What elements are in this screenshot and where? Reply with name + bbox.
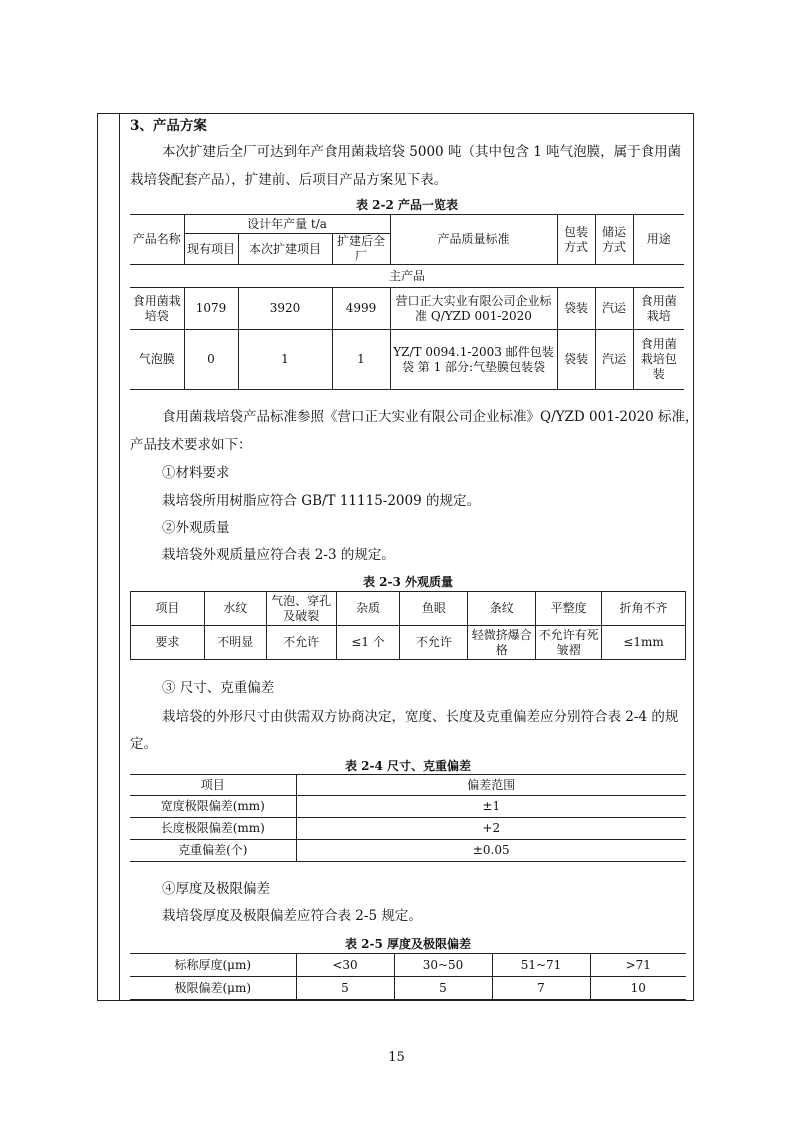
cell-stripe: 轻微挤爆合格 bbox=[468, 626, 536, 660]
cell-value: 51~71 bbox=[492, 954, 590, 977]
cell-range: ±1 bbox=[296, 796, 686, 818]
item3-title: ③ 尺寸、克重偏差 bbox=[162, 680, 275, 696]
th-use: 用途 bbox=[633, 215, 684, 265]
cell-label: 标称厚度(μm) bbox=[130, 954, 296, 977]
product-table bbox=[130, 214, 684, 390]
table3-caption: 表 2-3 外观质量 bbox=[362, 575, 454, 589]
table-row bbox=[130, 288, 684, 330]
th-design-output: 设计年产量 t/a bbox=[184, 215, 390, 234]
table-row bbox=[131, 626, 686, 660]
item1-text: 栽培袋所用树脂应符合 GB/T 11115-2009 的规定。 bbox=[162, 493, 480, 509]
table-row bbox=[130, 954, 686, 977]
cell-item: 克重偏差(个) bbox=[130, 840, 296, 862]
table-row bbox=[130, 840, 686, 862]
cell-expansion: 1 bbox=[238, 330, 332, 390]
cell-use: 食用菌栽培 bbox=[633, 288, 684, 330]
cell-transport: 汽运 bbox=[595, 288, 633, 330]
item3-line-1: 栽培袋的外形尺寸由供需双方协商决定，宽度、长度及克重偏差应分别符合表 2-4 的规 bbox=[162, 709, 679, 725]
item1-title: ①材料要求 bbox=[162, 465, 230, 481]
item4-title: ④厚度及极限偏差 bbox=[162, 881, 270, 897]
standard-para-line-1: 食用菌栽培袋产品标准参照《营口正大实业有限公司企业标准》Q/YZD 001-2020 标准， bbox=[162, 409, 699, 425]
cell-pack: 袋装 bbox=[557, 288, 595, 330]
cell-existing: 1079 bbox=[184, 288, 238, 330]
table-row bbox=[130, 796, 686, 818]
cell-standard: YZ/T 0094.1-2003 邮件包装袋 第 1 部分:气垫膜包装袋 bbox=[390, 330, 557, 390]
cell-after: 4999 bbox=[332, 288, 390, 330]
cell-after: 1 bbox=[332, 330, 390, 390]
cell-value: 10 bbox=[590, 977, 686, 1000]
th-after: 扩建后全厂 bbox=[332, 234, 390, 265]
cell-range: +2 bbox=[296, 818, 686, 840]
cell-pack: 袋装 bbox=[557, 330, 595, 390]
th-flatness: 平整度 bbox=[536, 592, 602, 626]
th-item: 项目 bbox=[131, 592, 205, 626]
cell-fisheye: 不允许 bbox=[400, 626, 468, 660]
appearance-table bbox=[130, 591, 686, 660]
cell-existing: 0 bbox=[184, 330, 238, 390]
cell-value: 30~50 bbox=[394, 954, 492, 977]
th-standard: 产品质量标准 bbox=[390, 215, 557, 265]
size-table bbox=[130, 774, 686, 862]
frame-divider bbox=[119, 114, 120, 1000]
item2-title: ②外观质量 bbox=[162, 520, 230, 536]
th-fisheye: 鱼眼 bbox=[400, 592, 468, 626]
intro-line-1: 本次扩建后全厂可达到年产食用菌栽培袋 5000 吨（其中包含 1 吨气泡膜，属于食用菌 bbox=[162, 144, 682, 160]
table-row bbox=[130, 818, 686, 840]
table-row bbox=[131, 592, 686, 626]
item2-text: 栽培袋外观质量应符合表 2-3 的规定。 bbox=[162, 547, 395, 563]
th-fold: 折角不齐 bbox=[602, 592, 686, 626]
standard-para-line-2: 产品技术要求如下： bbox=[130, 437, 252, 453]
cell-flatness: 不允许有死皱褶 bbox=[536, 626, 602, 660]
cell-item: 长度极限偏差(mm) bbox=[130, 818, 296, 840]
cell-item: 宽度极限偏差(mm) bbox=[130, 796, 296, 818]
cell-value: <30 bbox=[296, 954, 394, 977]
th-product-name: 产品名称 bbox=[130, 215, 184, 265]
th-expansion: 本次扩建项目 bbox=[238, 234, 332, 265]
cell-transport: 汽运 bbox=[595, 330, 633, 390]
cell-bubble: 不允许 bbox=[266, 626, 336, 660]
table-row bbox=[130, 330, 684, 390]
cell-range: ±0.05 bbox=[296, 840, 686, 862]
cell-fold: ≤1mm bbox=[602, 626, 686, 660]
cell-value: >71 bbox=[590, 954, 686, 977]
th-transport: 储运方式 bbox=[595, 215, 633, 265]
th-bubble: 气泡、穿孔及破裂 bbox=[266, 592, 336, 626]
table4-caption: 表 2-4 尺寸、克重偏差 bbox=[344, 759, 472, 773]
th-range: 偏差范围 bbox=[296, 775, 686, 796]
table5-caption: 表 2-5 厚度及极限偏差 bbox=[344, 937, 472, 951]
cell-value: 7 bbox=[492, 977, 590, 1000]
intro-line-2: 栽培袋配套产品），扩建前、后项目产品方案见下表。 bbox=[130, 172, 448, 188]
cell-impurity: ≤1 个 bbox=[336, 626, 400, 660]
thickness-table bbox=[130, 953, 686, 1000]
cell-value: 5 bbox=[296, 977, 394, 1000]
cell-name: 气泡膜 bbox=[130, 330, 184, 390]
cell-value: 5 bbox=[394, 977, 492, 1000]
item3-line-2: 定。 bbox=[130, 736, 157, 752]
cell-water-mark: 不明显 bbox=[204, 626, 266, 660]
cell-name: 食用菌栽培袋 bbox=[130, 288, 184, 330]
th-impurity: 杂质 bbox=[336, 592, 400, 626]
th-item: 项目 bbox=[130, 775, 296, 796]
table2-caption: 表 2-2 产品一览表 bbox=[355, 198, 459, 212]
cell-label: 极限偏差(μm) bbox=[130, 977, 296, 1000]
th-packing: 包装方式 bbox=[557, 215, 595, 265]
item4-text: 栽培袋厚度及极限偏差应符合表 2-5 规定。 bbox=[162, 908, 422, 924]
cell-standard: 营口正大实业有限公司企业标准 Q/YZD 001-2020 bbox=[390, 288, 557, 330]
cell-req: 要求 bbox=[131, 626, 205, 660]
th-water-mark: 水纹 bbox=[204, 592, 266, 626]
cell-expansion: 3920 bbox=[238, 288, 332, 330]
th-stripe: 条纹 bbox=[468, 592, 536, 626]
cell-use: 食用菌栽培包装 bbox=[633, 330, 684, 390]
table-row bbox=[130, 775, 686, 796]
page-number: 15 bbox=[388, 1050, 405, 1065]
main-product-label: 主产品 bbox=[130, 265, 684, 288]
table-row bbox=[130, 977, 686, 1000]
section-heading: 3、产品方案 bbox=[130, 118, 207, 134]
th-existing: 现有项目 bbox=[184, 234, 238, 265]
